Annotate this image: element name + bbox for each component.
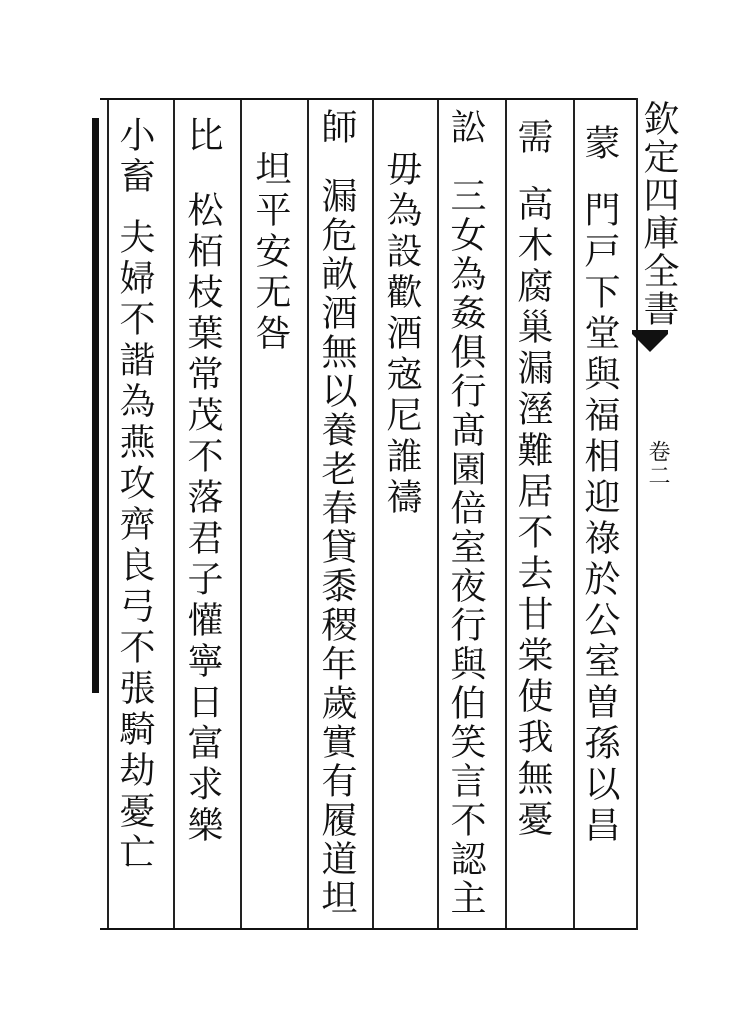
hexagram-label: 小畜 — [114, 116, 155, 198]
column-text: 松栢枝葉常茂不落君子懽寧日富求樂 — [182, 191, 223, 847]
hexagram-label: 蒙 — [579, 124, 620, 165]
column-text: 漏危畝酒無以養老春貸黍稷年歲實有履道坦 — [316, 177, 357, 918]
hexagram-label: 比 — [182, 116, 223, 157]
column-divider — [437, 100, 439, 928]
volume-number: 卷二 — [645, 440, 670, 488]
hexagram-label: 師 — [316, 108, 357, 147]
column-divider — [173, 100, 175, 928]
column-text: 門戸下堂與福相迎祿於公室曽孫以昌 — [579, 191, 620, 847]
column-song — [445, 108, 486, 918]
column-text: 毋為設歡酒宼尼誰禱 — [381, 150, 422, 519]
column-divider — [573, 100, 575, 928]
hexagram-label: 訟 — [445, 108, 486, 147]
column-song-cont — [381, 150, 422, 519]
column-xiaoxu — [114, 116, 155, 874]
column-divider — [505, 100, 507, 928]
column-meng — [579, 124, 620, 847]
column-text: 高木腐巢漏溼難居不去甘棠使我無憂 — [512, 185, 553, 841]
left-border — [107, 100, 109, 928]
column-text: 三女為姦俱行髙園倍室夜行與伯笑言不認主 — [445, 177, 486, 918]
top-border — [100, 98, 638, 100]
bottom-border — [100, 928, 638, 930]
column-text: 坦平安无咎 — [250, 150, 291, 355]
column-xu — [512, 118, 553, 841]
fish-tail-mark — [632, 330, 668, 356]
hexagram-label: 需 — [512, 118, 553, 159]
column-shi-cont — [250, 150, 291, 355]
left-margin-bar — [92, 118, 99, 693]
column-divider — [372, 100, 374, 928]
column-bi — [182, 116, 223, 847]
book-title: 欽定四庫全書 — [638, 100, 679, 328]
column-shi — [316, 108, 357, 918]
column-divider — [307, 100, 309, 928]
column-divider — [240, 100, 242, 928]
column-text: 夫婦不諧為燕攻齊良弓不張騎劫憂亡 — [114, 218, 155, 874]
